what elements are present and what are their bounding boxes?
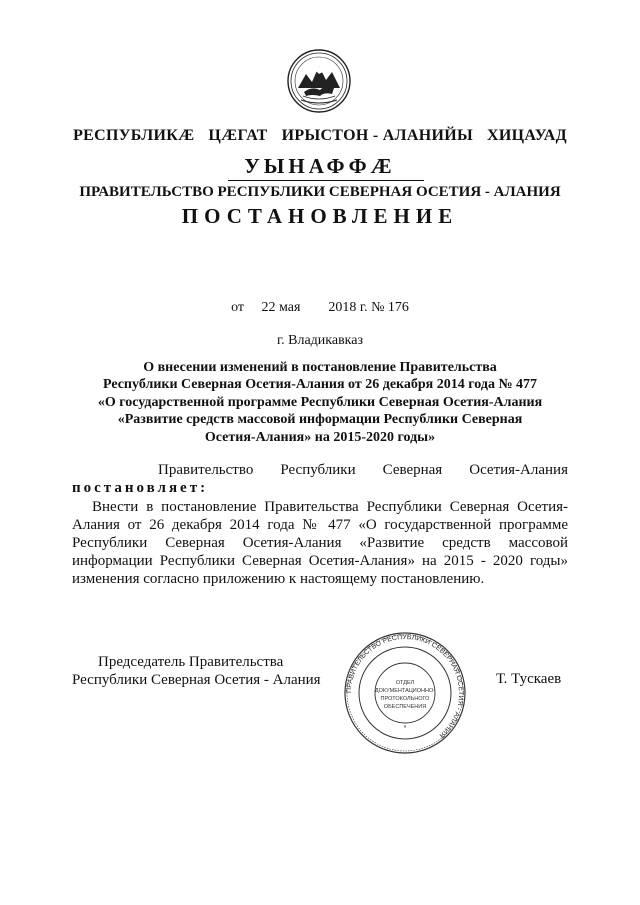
os-title-part-4: ХИЦАУАД [486, 127, 567, 144]
subject-line-2: Республики Северная Осетия-Алания от 26 декабря 2014 года № 477 [102, 377, 538, 393]
operative-text: Внести в постановление Правительства Республики Северная Осетия-Алания от 26 декабря 2014 года № 477 «О государственной программе Республики Северная Осетия-Алания «Развитие средств массовой информации Республики Северная Осетия-Алания» на 2015 - 2020 годы» изменения согласно приложению к настоящему постановлению. [72, 499, 568, 587]
subject-line-1: О внесении изменений в постановление Правительства [143, 360, 497, 375]
os-title-part-2: ЦӔГАТ [208, 127, 268, 144]
svg-text:ПРОТОКОЛЬНОГО: ПРОТОКОЛЬНОГО [380, 696, 430, 702]
svg-text:ДОКУМЕНТАЦИОННО-: ДОКУМЕНТАЦИОННО- [374, 688, 436, 694]
ossetian-government-title [0, 127, 640, 145]
coat-of-arms-emblem [286, 48, 352, 114]
signatory-position [72, 653, 321, 689]
signatory-position-line-2: Республики Северная Осетия - Алания [72, 672, 321, 688]
subject-line-3: «О государственной программе Республики Северная Осетия-Алания [97, 394, 543, 410]
signatory-position-line-1: Председатель Правительства [98, 654, 284, 670]
preamble-word-2: Республики [280, 462, 356, 478]
decree-subject [60, 359, 580, 446]
russian-decree-heading: ПОСТАНОВЛЕНИЕ [181, 204, 459, 228]
signatory-name: Т. Тускаев [496, 671, 562, 687]
preamble-word-1: Правительство [158, 462, 254, 478]
preamble-word-3: Северная [382, 462, 443, 478]
os-title-part-1: РЕСПУБЛИКӔ [73, 127, 195, 144]
russian-government-title: ПРАВИТЕЛЬСТВО РЕСПУБЛИКИ СЕВЕРНАЯ ОСЕТИЯ - АЛАНИЯ [79, 184, 561, 200]
os-title-part-3: ИРЫСТОН - АЛАНИЙЫ [281, 127, 473, 144]
preamble-resolves: постановляет: [72, 480, 209, 496]
decree-city: г. Владикавказ [276, 333, 364, 348]
svg-text:*: * [403, 725, 407, 732]
header-divider [228, 180, 424, 181]
svg-text:ОТДЕЛ: ОТДЕЛ [395, 680, 415, 686]
subject-line-5: Осетия-Алания» на 2015-2020 годы» [204, 429, 436, 445]
svg-text:ОБЕСПЕЧЕНИЯ: ОБЕСПЕЧЕНИЯ [383, 704, 427, 710]
official-seal-stamp [336, 632, 474, 754]
ossetian-decree-heading: УЫНАФФӔ [244, 154, 396, 178]
preamble-word-4: Осетия-Алания [469, 462, 568, 478]
subject-line-4: «Развитие средств массовой информации Республики Северная [117, 412, 523, 428]
stamp-outer-text: ПРАВИТЕЛЬСТВО РЕСПУБЛИКИ СЕВЕРНАЯ ОСЕТИЯ - АЛАНИЯ [345, 633, 465, 739]
decree-date-number: от 22 мая 2018 г. № 176 [231, 300, 409, 315]
preamble-paragraph [72, 461, 568, 497]
operative-paragraph [72, 498, 568, 588]
